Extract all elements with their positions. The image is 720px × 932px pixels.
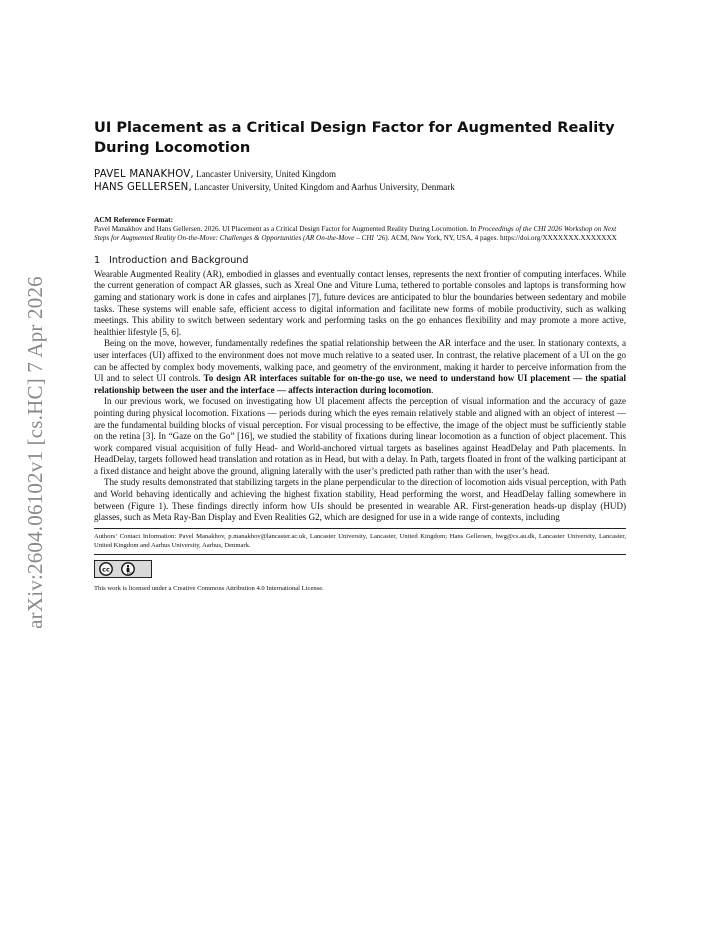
license-statement: This work is licensed under a Creative Commons Attribution 4.0 International License. — [94, 584, 324, 592]
section-number: 1 — [94, 254, 101, 266]
paragraph: Wearable Augmented Reality (AR), embodied in glasses and eventually contact lenses, represents the next frontier of computing interfaces. While the current generation of compact AR glasses, such as Xreal One and Viture Luma, tethered to portable consoles and laptops is transforming how gaming and stationary work is done in cafes and airplanes [7], future devices are anticipated to blur the boundaries between sedentary and mobile tasks. These systems will enable safe, efficient access to digital information and facilitate new forms of mobile productivity, such as walking meetings. This ability to switch between sedentary work and performing tasks on the go enhances flexibility and may promote a more active, healthier lifestyle [5, 6]. — [94, 268, 626, 337]
author-list — [94, 168, 626, 194]
arxiv-identifier-stamp — [18, 262, 52, 642]
acm-reference-block — [94, 215, 626, 244]
citation-venue: Proceedings of the CHI 2026 Workshop on Next Steps for Augmented Reality On-the-Move: Challenges & Opportunities (AR On-the-Move – CHI ’26). — [94, 224, 617, 243]
author-affiliation: Lancaster University, United Kingdom — [193, 169, 337, 179]
citation-text: Pavel Manakhov and Hans Gellersen. 2026. UI Placement as a Critical Design Factor for Augmented Reality During Locomotion. In — [94, 224, 479, 233]
cc-by-license-badge[interactable] — [94, 560, 152, 578]
paper-title: UI Placement as a Critical Design Factor for Augmented Reality During Locomotion — [94, 119, 615, 156]
paragraph: In our previous work, we focused on investigating how UI placement affects the perception of visual information and the accuracy of gaze pointing during physical locomotion. Fixations — periods during which the eyes remain relatively stable and aligned with an object of interest — are the fundamental building blocks of visual perception. For visual processing to be effective, the image of the object must be sufficiently stable on the retina [3]. In “Gaze on the Go” [16], we studied the stability of fixations during linear locomotion as a function of object placement. This work compared visual acquisition of fully Head- and World-anchored virtual targets as baselines against HeadDelay and Path placements. In HeadDelay, targets followed head translation and rotation as in Head, but with a delay. In Path, targets floated in front of the walking participant at a fixed distance and height above the ground, aligning laterally with the user’s predicted path rather than with the user’s head. — [94, 396, 626, 476]
svg-text:cc: cc — [102, 565, 110, 574]
creative-commons-icon — [98, 562, 114, 576]
paragraph-text: Being on the move, however, fundamentally redefines the spatial relationship between the AR interface and the user. In stationary contexts, a user interfaces (UI) affixed to the environment does not move much relative to a seated user. In contrast, the relative placement of a UI on the go can be affected by complex body movements, walking pace, and geometry of the environment, making it harder to perceive information from the UI and to select UI controls. — [94, 338, 626, 384]
paragraph: The study results demonstrated that stabilizing targets in the plane perpendicular to the direction of locomotion aids visual perception, with Path and World behaving identically and achieving the highest fixation stability, Head performing the worst, and HeadDelay falling somewhere in between (Figure 1). These findings directly inform how UIs should be presented in wearable AR. First-generation heads-up display (HUD) glasses, such as Meta Ray-Ban Display and Even Realities G2, which are designed for use in a wide range of contexts, including — [94, 477, 626, 523]
author-affiliation: Lancaster University, United Kingdom and Aarhus University, Denmark — [191, 182, 455, 192]
footnote-divider — [94, 554, 626, 555]
paragraph-emphasis: To design AR interfaces suitable for on-the-go use, we need to understand how UI placement — the spatial relationship between the user and the interface — affects interaction during locomotion — [94, 373, 626, 395]
paragraph-text-end: . — [431, 384, 434, 395]
author-name: HANS GELLERSEN, — [94, 182, 192, 193]
acm-reference-heading: ACM Reference Format: — [94, 215, 174, 224]
arxiv-identifier: arXiv:2604.06102v1 [cs.HC] 7 Apr 2026 — [22, 275, 47, 629]
section-heading — [94, 255, 626, 267]
section-title: Introduction and Background — [109, 254, 249, 266]
acm-reference-citation — [94, 225, 626, 244]
paragraph — [94, 338, 626, 396]
license-badge-label: BY — [127, 570, 132, 576]
paper-page — [94, 118, 626, 593]
author-entry — [94, 168, 626, 181]
citation-text-end: ACM, New York, NY, USA, 4 pages. https://doi.org/XXXXXXX.XXXXXXX — [389, 234, 617, 243]
body-text — [94, 269, 626, 524]
author-name: PAVEL MANAKHOV, — [94, 169, 194, 180]
author-contact-information: Authors’ Contact Information: Pavel Manakhov, p.manakhov@lancaster.ac.uk, Lancaster University, Lancaster, United Kingdom; Hans Gellersen, hwg@cs.au.dk, Lancaster University, Lancaster, United Kingdom and Aarhus University, Aarhus, Denmark. — [94, 528, 626, 550]
author-entry — [94, 181, 626, 194]
